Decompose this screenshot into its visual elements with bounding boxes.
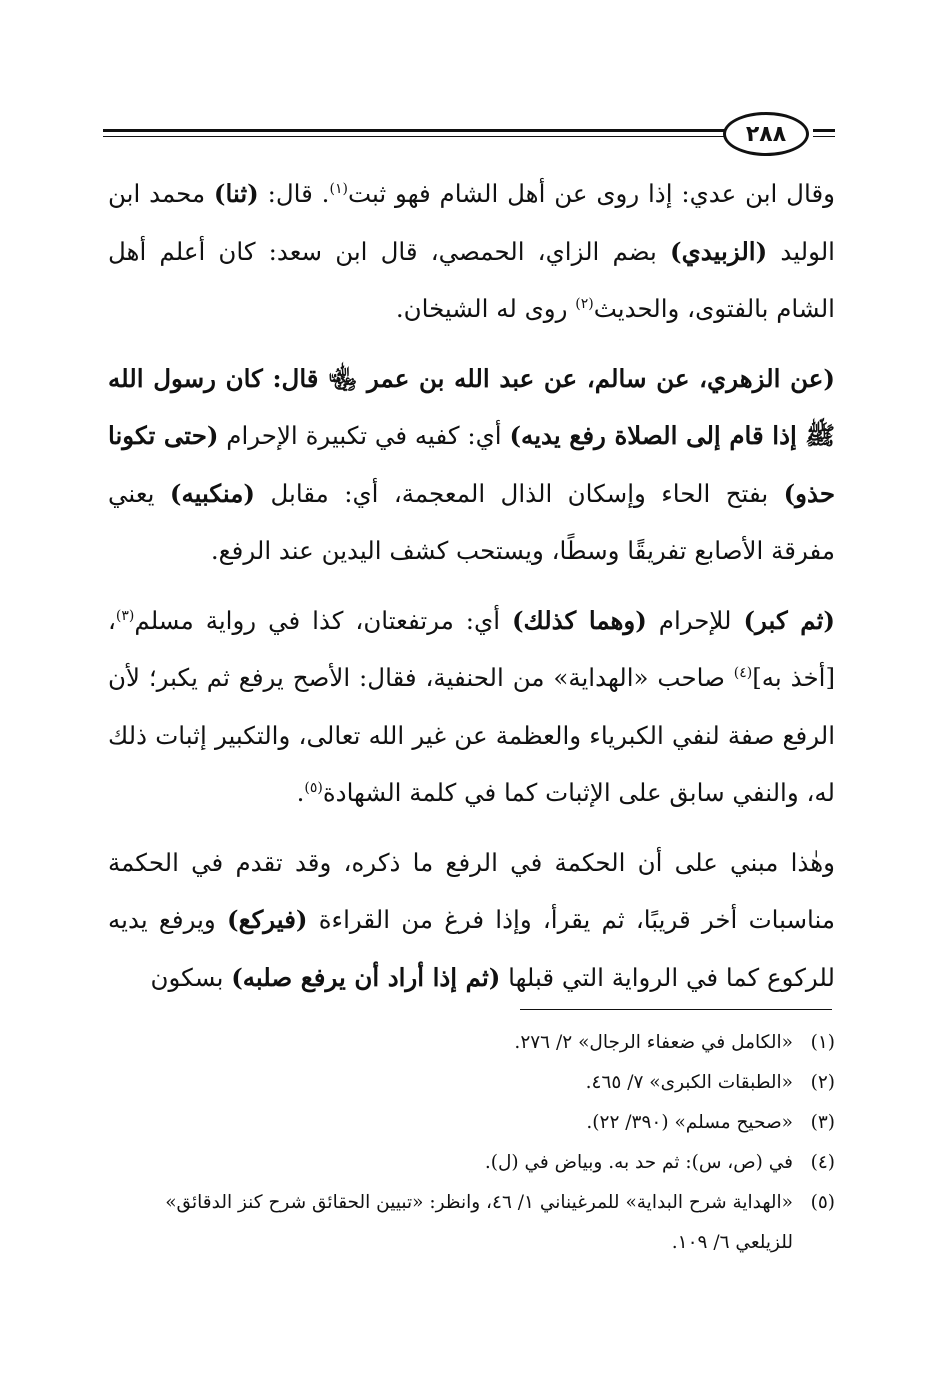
text-run: وقال ابن عدي: إذا روى عن أهل الشام فهو ثبت bbox=[347, 179, 835, 208]
bold-text: (وهما كذلك) bbox=[511, 605, 647, 635]
text-run: محمد ابن الوليد bbox=[108, 179, 835, 266]
footnote-ref: (٣) bbox=[115, 607, 135, 624]
bold-text: (حتى تكونا حذو) bbox=[108, 421, 835, 508]
footnote-ref: (٤) bbox=[733, 664, 753, 681]
header-rule bbox=[103, 129, 725, 132]
text-run: ، [أخذ به] bbox=[108, 605, 835, 692]
text-run: روى له الشيخان. bbox=[395, 294, 576, 323]
text-run: أي: كفيه في تكبيرة الإحرام bbox=[218, 421, 510, 450]
text-run: . قال: bbox=[258, 179, 330, 208]
text-run: للإحرام bbox=[646, 605, 744, 635]
bold-text: (ثم إذا أراد أن يرفع صلبه) bbox=[231, 962, 501, 992]
text-run: . bbox=[296, 778, 305, 807]
paragraph bbox=[108, 350, 835, 580]
paragraph bbox=[108, 592, 835, 822]
footnote bbox=[110, 1143, 835, 1183]
text-run: بفتح الحاء وإسكان الذال المعجمة، أي: مقابل bbox=[255, 478, 784, 508]
header-rule-right-thin bbox=[813, 136, 835, 137]
header-rule-right bbox=[813, 129, 835, 132]
footnote bbox=[110, 1103, 835, 1143]
bold-text: (الزبيدي) bbox=[669, 236, 768, 266]
text-run: بضم الزاي، الحمصي، قال ابن سعد: كان أعلم أهل الشام بالفتوى، والحديث bbox=[108, 236, 835, 323]
text-run: بسكون bbox=[150, 962, 232, 992]
footnote-number: (٢) bbox=[810, 1072, 835, 1093]
paragraph bbox=[108, 834, 835, 1007]
bold-text: (ثم كبر) bbox=[743, 605, 835, 635]
footnote-ref: (١) bbox=[329, 180, 348, 197]
bold-text: (عن الزهري، عن سالم، عن عبد الله بن عمر ﵄ قال: كان رسول الله ﷺ إذا قام إلى الصلاة رفع يديه) bbox=[108, 363, 836, 450]
bold-text: (فيركع) bbox=[226, 905, 308, 934]
footnote-text: في (ص، س): ثم حد به. وبياض في (ل). bbox=[484, 1152, 793, 1173]
text-run: يعني مفرقة الأصابع تفريقًا وسطًا، ويستحب كشف اليدين عند الرفع. bbox=[108, 478, 835, 565]
page-header bbox=[103, 112, 835, 156]
footnote-text: «الطبقات الكبرى» ٧/ ٤٦٥. bbox=[585, 1072, 793, 1093]
text-run: صاحب «الهداية» من الحنفية، فقال: الأصح يرفع ثم يكبر؛ لأن الرفع صفة لنفي الكبرياء والعظمة عن غير الله تعالى، والتكبير إثبات ذلك له، والنفي سابق على الإثبات كما في كلمة الشهادة bbox=[108, 663, 835, 807]
footnote-number: (٤) bbox=[810, 1152, 835, 1173]
footnote-text: «الكامل في ضعفاء الرجال» ٢/ ٢٧٦. bbox=[514, 1032, 793, 1053]
paragraph bbox=[108, 165, 835, 338]
footnote-ref: (٥) bbox=[304, 779, 323, 796]
main-text bbox=[108, 165, 835, 1018]
footnote-text: «الهداية شرح البداية» للمرغيناني ١/ ٤٦، وانظر: «تبيين الحقائق شرح كنز الدقائق» للزيلعي ٦/ ١٠٩. bbox=[165, 1192, 793, 1253]
footnote bbox=[110, 1063, 835, 1103]
footnote-number: (١) bbox=[810, 1032, 835, 1053]
footnote-number: (٥) bbox=[810, 1192, 835, 1213]
text-run: أي: مرتفعتان، كذا في رواية مسلم bbox=[134, 605, 512, 635]
header-rule-thin bbox=[103, 136, 725, 137]
footnotes bbox=[110, 1023, 835, 1263]
footnote bbox=[110, 1023, 835, 1063]
footnote-number: (٣) bbox=[810, 1112, 835, 1133]
footnote-ref: (٢) bbox=[575, 295, 594, 312]
footnote bbox=[110, 1183, 835, 1263]
footnote-text: «صحيح مسلم» (٣٩٠/ ٢٢). bbox=[586, 1112, 793, 1133]
bold-text: (ثنا) bbox=[213, 179, 259, 208]
text-run: وهٰذا مبني على أن الحكمة في الرفع ما ذكره، وقد تقدم في الحكمة مناسبات أخر قريبًا، ثم يقرأ، وإذا فرغ من القراءة bbox=[108, 847, 835, 934]
text-run: ويرفع يديه للركوع كما في الرواية التي قبلها bbox=[108, 905, 835, 992]
footnote-separator bbox=[520, 1009, 832, 1010]
page-number: ٢٨٨ bbox=[723, 112, 809, 156]
bold-text: (منكبيه) bbox=[169, 478, 256, 508]
